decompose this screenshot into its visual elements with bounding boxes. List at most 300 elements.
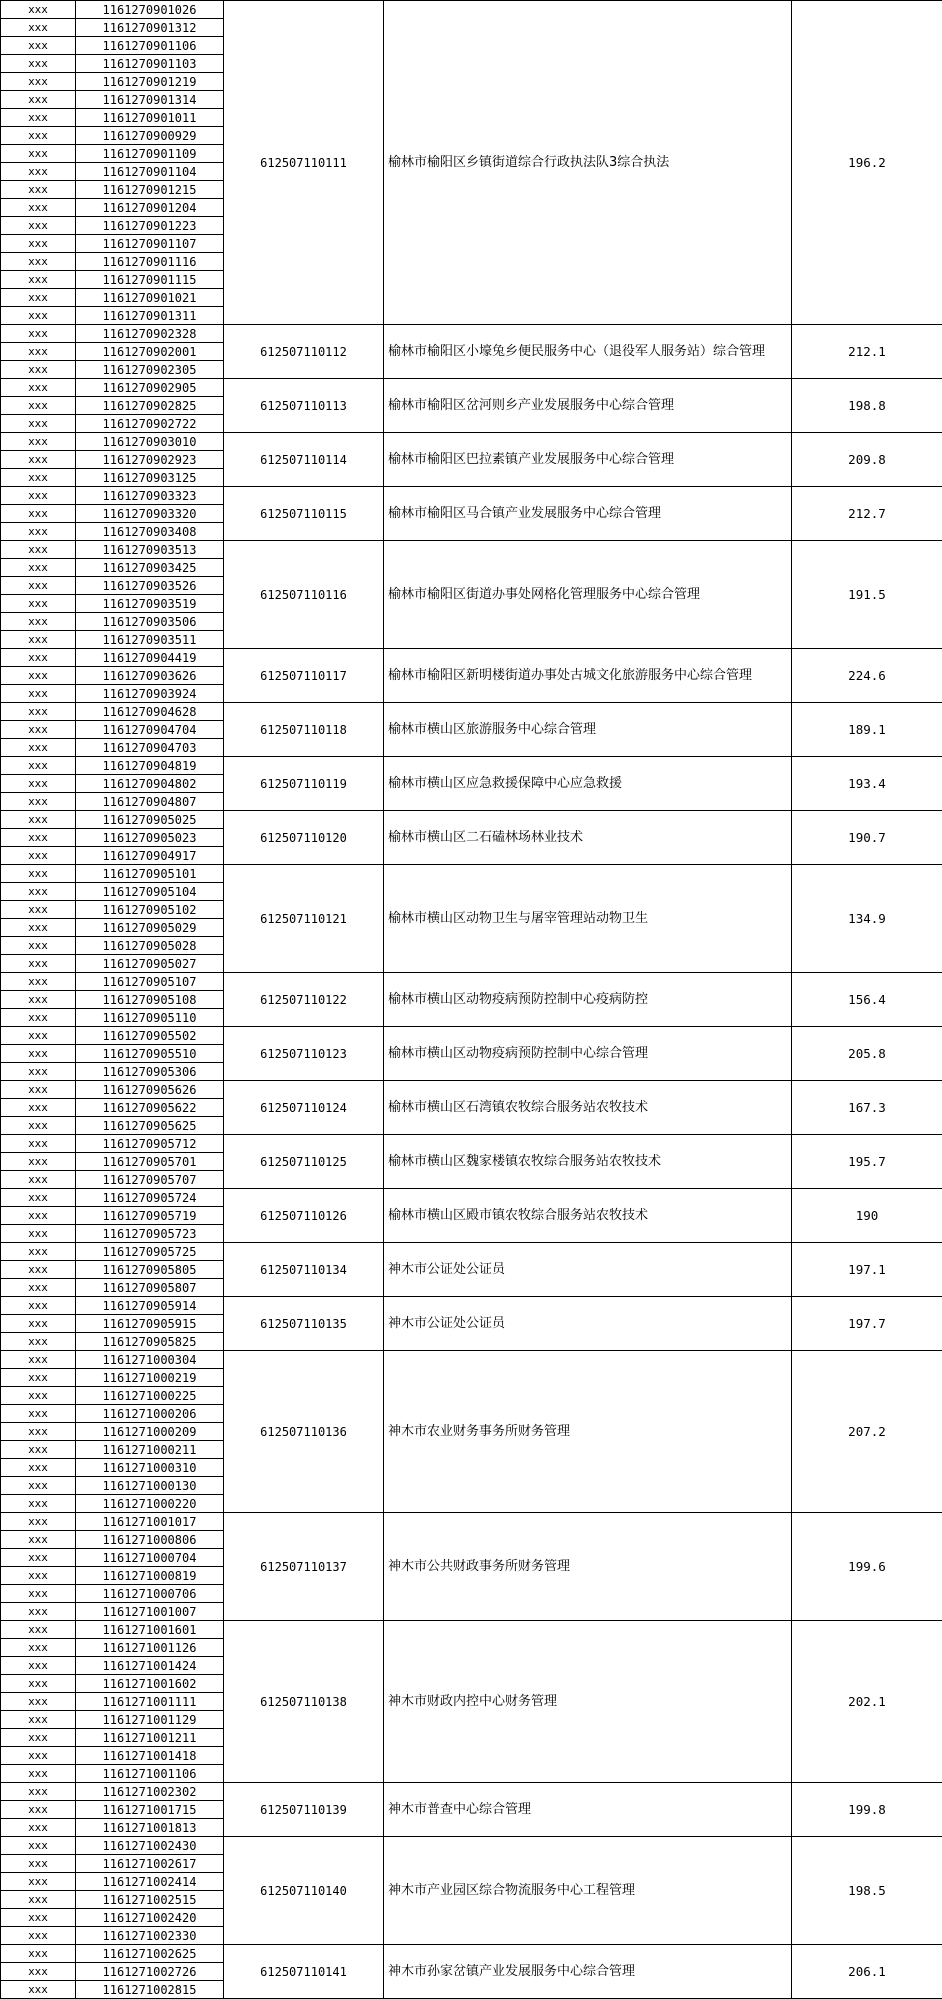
candidate-name-cell: xxx [1,1963,76,1981]
ticket-number-cell: 1161270901106 [76,37,224,55]
position-name-cell: 神木市产业园区综合物流服务中心工程管理 [384,1837,792,1945]
candidate-name-cell: xxx [1,1891,76,1909]
ticket-number-cell: 1161270905502 [76,1027,224,1045]
candidate-name-cell: xxx [1,1045,76,1063]
table-row [1,811,942,829]
candidate-name-cell: xxx [1,433,76,451]
candidate-name-cell: xxx [1,235,76,253]
position-name-cell: 榆林市榆阳区巴拉素镇产业发展服务中心综合管理 [384,433,792,487]
candidate-name-cell: xxx [1,829,76,847]
ticket-number-cell: 1161270905107 [76,973,224,991]
ticket-number-cell: 1161270905719 [76,1207,224,1225]
candidate-name-cell: xxx [1,631,76,649]
position-code-cell: 612507110135 [224,1297,384,1351]
candidate-name-cell: xxx [1,1081,76,1099]
candidate-name-cell: xxx [1,55,76,73]
candidate-name-cell: xxx [1,1297,76,1315]
position-code-cell: 612507110121 [224,865,384,973]
table-row [1,1243,942,1261]
ticket-number-cell: 1161270905626 [76,1081,224,1099]
candidate-name-cell: xxx [1,343,76,361]
candidate-name-cell: xxx [1,1855,76,1873]
candidate-name-cell: xxx [1,1981,76,1999]
position-code-cell: 612507110125 [224,1135,384,1189]
candidate-name-cell: xxx [1,379,76,397]
candidate-name-cell: xxx [1,1639,76,1657]
ticket-number-cell: 1161270901011 [76,109,224,127]
position-code-cell: 612507110118 [224,703,384,757]
ticket-number-cell: 1161270902825 [76,397,224,415]
ticket-number-cell: 1161270905723 [76,1225,224,1243]
candidate-name-cell: xxx [1,667,76,685]
ticket-number-cell: 1161270903513 [76,541,224,559]
candidate-name-cell: xxx [1,145,76,163]
candidate-name-cell: xxx [1,739,76,757]
position-code-cell: 612507110122 [224,973,384,1027]
position-code-cell: 612507110115 [224,487,384,541]
table-row [1,649,942,667]
ticket-number-cell: 1161270905625 [76,1117,224,1135]
position-code-cell: 612507110119 [224,757,384,811]
candidate-name-cell: xxx [1,1261,76,1279]
min-score-cell: 156.4 [792,973,942,1027]
candidate-name-cell: xxx [1,325,76,343]
ticket-number-cell: 1161271002430 [76,1837,224,1855]
candidate-name-cell: xxx [1,793,76,811]
candidate-name-cell: xxx [1,451,76,469]
min-score-cell: 196.2 [792,1,942,325]
table-row [1,1,942,19]
ticket-number-cell: 1161270905025 [76,811,224,829]
candidate-name-cell: xxx [1,1873,76,1891]
position-code-cell: 612507110111 [224,1,384,325]
ticket-number-cell: 1161270905510 [76,1045,224,1063]
candidate-name-cell: xxx [1,1477,76,1495]
ticket-number-cell: 1161271002726 [76,1963,224,1981]
candidate-name-cell: xxx [1,1603,76,1621]
ticket-number-cell: 1161271001211 [76,1729,224,1747]
ticket-number-cell: 1161271000704 [76,1549,224,1567]
position-name-cell: 榆林市横山区动物卫生与屠宰管理站动物卫生 [384,865,792,973]
candidate-name-cell: xxx [1,199,76,217]
table-row [1,487,942,505]
position-name-cell: 榆林市横山区动物疫病预防控制中心综合管理 [384,1027,792,1081]
candidate-name-cell: xxx [1,1243,76,1261]
table-row [1,1189,942,1207]
ticket-number-cell: 1161270904703 [76,739,224,757]
candidate-name-cell: xxx [1,577,76,595]
ticket-number-cell: 1161271002302 [76,1783,224,1801]
position-code-cell: 612507110120 [224,811,384,865]
ticket-number-cell: 1161270905701 [76,1153,224,1171]
candidate-name-cell: xxx [1,487,76,505]
candidate-name-cell: xxx [1,109,76,127]
candidate-name-cell: xxx [1,757,76,775]
min-score-cell: 190.7 [792,811,942,865]
min-score-cell: 199.6 [792,1513,942,1621]
candidate-name-cell: xxx [1,163,76,181]
position-name-cell: 榆林市榆阳区新明楼街道办事处古城文化旅游服务中心综合管理 [384,649,792,703]
candidate-name-cell: xxx [1,253,76,271]
candidate-name-cell: xxx [1,415,76,433]
position-name-cell: 榆林市榆阳区街道办事处网格化管理服务中心综合管理 [384,541,792,649]
table-row [1,1081,942,1099]
ticket-number-cell: 1161270905825 [76,1333,224,1351]
ticket-number-cell: 1161271000219 [76,1369,224,1387]
ticket-number-cell: 1161270904917 [76,847,224,865]
candidate-name-cell: xxx [1,1531,76,1549]
candidate-name-cell: xxx [1,1351,76,1369]
min-score-cell: 190 [792,1189,942,1243]
ticket-number-cell: 1161271001813 [76,1819,224,1837]
ticket-number-cell: 1161270901223 [76,217,224,235]
candidate-name-cell: xxx [1,1171,76,1189]
min-score-cell: 207.2 [792,1351,942,1513]
candidate-name-cell: xxx [1,1369,76,1387]
candidate-name-cell: xxx [1,541,76,559]
ticket-number-cell: 1161271001601 [76,1621,224,1639]
candidate-name-cell: xxx [1,1927,76,1945]
candidate-name-cell: xxx [1,1549,76,1567]
min-score-cell: 193.4 [792,757,942,811]
position-name-cell: 神木市公证处公证员 [384,1297,792,1351]
candidate-name-cell: xxx [1,217,76,235]
candidate-name-cell: xxx [1,775,76,793]
candidate-name-cell: xxx [1,595,76,613]
ticket-number-cell: 1161270903323 [76,487,224,505]
ticket-number-cell: 1161270901116 [76,253,224,271]
ticket-number-cell: 1161271002617 [76,1855,224,1873]
candidate-name-cell: xxx [1,1099,76,1117]
min-score-cell: 212.7 [792,487,942,541]
ticket-number-cell: 1161271000209 [76,1423,224,1441]
candidate-name-cell: xxx [1,37,76,55]
ticket-number-cell: 1161270901115 [76,271,224,289]
candidate-name-cell: xxx [1,937,76,955]
ticket-number-cell: 1161270902722 [76,415,224,433]
position-name-cell: 榆林市横山区二石磕林场林业技术 [384,811,792,865]
candidate-name-cell: xxx [1,1063,76,1081]
ticket-number-cell: 1161271001715 [76,1801,224,1819]
ticket-number-cell: 1161270902923 [76,451,224,469]
ticket-number-cell: 1161270901314 [76,91,224,109]
candidate-name-cell: xxx [1,685,76,703]
ticket-number-cell: 1161270903010 [76,433,224,451]
ticket-number-cell: 1161270904628 [76,703,224,721]
candidate-name-cell: xxx [1,19,76,37]
candidate-name-cell: xxx [1,973,76,991]
ticket-number-cell: 1161270903506 [76,613,224,631]
ticket-number-cell: 1161270903924 [76,685,224,703]
min-score-cell: 167.3 [792,1081,942,1135]
ticket-number-cell: 1161271002420 [76,1909,224,1927]
ticket-number-cell: 1161270902328 [76,325,224,343]
ticket-number-cell: 1161270903408 [76,523,224,541]
candidate-name-cell: xxx [1,1909,76,1927]
min-score-cell: 205.8 [792,1027,942,1081]
ticket-number-cell: 1161270905712 [76,1135,224,1153]
ticket-number-cell: 1161270901104 [76,163,224,181]
table-body [1,1,942,1999]
ticket-number-cell: 1161270903626 [76,667,224,685]
candidate-name-cell: xxx [1,1027,76,1045]
ticket-number-cell: 1161270905807 [76,1279,224,1297]
min-score-cell: 209.8 [792,433,942,487]
table-row [1,325,942,343]
candidate-name-cell: xxx [1,1333,76,1351]
ticket-number-cell: 1161270901026 [76,1,224,19]
candidate-name-cell: xxx [1,1135,76,1153]
candidate-name-cell: xxx [1,469,76,487]
table-row [1,703,942,721]
table-row [1,1621,942,1639]
ticket-number-cell: 1161270904419 [76,649,224,667]
position-name-cell: 榆林市横山区动物疫病预防控制中心疫病防控 [384,973,792,1027]
ticket-number-cell: 1161271001007 [76,1603,224,1621]
position-name-cell: 榆林市榆阳区马合镇产业发展服务中心综合管理 [384,487,792,541]
min-score-cell: 198.5 [792,1837,942,1945]
candidate-name-cell: xxx [1,1945,76,1963]
ticket-number-cell: 1161270905029 [76,919,224,937]
ticket-number-cell: 1161270905101 [76,865,224,883]
min-score-cell: 197.7 [792,1297,942,1351]
ticket-number-cell: 1161270905707 [76,1171,224,1189]
position-name-cell: 榆林市横山区殿市镇农牧综合服务站农牧技术 [384,1189,792,1243]
position-code-cell: 612507110137 [224,1513,384,1621]
candidate-name-cell: xxx [1,1387,76,1405]
candidate-name-cell: xxx [1,1117,76,1135]
min-score-cell: 199.8 [792,1783,942,1837]
candidate-name-cell: xxx [1,181,76,199]
candidate-name-cell: xxx [1,919,76,937]
candidate-name-cell: xxx [1,1567,76,1585]
candidate-name-cell: xxx [1,1441,76,1459]
candidate-name-cell: xxx [1,721,76,739]
ticket-number-cell: 1161270904704 [76,721,224,739]
candidate-name-cell: xxx [1,613,76,631]
ticket-number-cell: 1161271000211 [76,1441,224,1459]
ticket-number-cell: 1161271000225 [76,1387,224,1405]
candidate-name-cell: xxx [1,523,76,541]
candidate-name-cell: xxx [1,1315,76,1333]
ticket-number-cell: 1161270901219 [76,73,224,91]
ticket-number-cell: 1161270905027 [76,955,224,973]
position-name-cell: 榆林市榆阳区岔河则乡产业发展服务中心综合管理 [384,379,792,433]
ticket-number-cell: 1161271001129 [76,1711,224,1729]
candidate-name-cell: xxx [1,1513,76,1531]
candidate-name-cell: xxx [1,1405,76,1423]
candidate-name-cell: xxx [1,73,76,91]
min-score-cell: 189.1 [792,703,942,757]
table-row [1,541,942,559]
candidate-name-cell: xxx [1,1153,76,1171]
candidate-name-cell: xxx [1,1585,76,1603]
ticket-number-cell: 1161270902905 [76,379,224,397]
table-row [1,433,942,451]
candidate-name-cell: xxx [1,1657,76,1675]
table-row [1,973,942,991]
table-row [1,1945,942,1963]
min-score-cell: 206.1 [792,1945,942,1999]
ticket-number-cell: 1161270905023 [76,829,224,847]
candidate-name-cell: xxx [1,127,76,145]
ticket-number-cell: 1161271000310 [76,1459,224,1477]
position-name-cell: 榆林市榆阳区小壕兔乡便民服务中心（退役军人服务站）综合管理 [384,325,792,379]
candidate-name-cell: xxx [1,1279,76,1297]
position-name-cell: 神木市财政内控中心财务管理 [384,1621,792,1783]
position-code-cell: 612507110123 [224,1027,384,1081]
ticket-number-cell: 1161270905102 [76,901,224,919]
candidate-name-cell: xxx [1,991,76,1009]
table-row [1,379,942,397]
ticket-number-cell: 1161270901204 [76,199,224,217]
table-row [1,1783,942,1801]
table-row [1,757,942,775]
ticket-number-cell: 1161270905914 [76,1297,224,1315]
ticket-number-cell: 1161270905915 [76,1315,224,1333]
position-code-cell: 612507110124 [224,1081,384,1135]
ticket-number-cell: 1161270903125 [76,469,224,487]
position-code-cell: 612507110117 [224,649,384,703]
position-code-cell: 612507110113 [224,379,384,433]
table-row [1,1513,942,1531]
position-name-cell: 神木市普查中心综合管理 [384,1783,792,1837]
candidate-name-cell: xxx [1,397,76,415]
ticket-number-cell: 1161271001602 [76,1675,224,1693]
candidate-name-cell: xxx [1,1207,76,1225]
candidate-name-cell: xxx [1,1225,76,1243]
ticket-number-cell: 1161271000706 [76,1585,224,1603]
candidate-name-cell: xxx [1,901,76,919]
ticket-number-cell: 1161270905028 [76,937,224,955]
position-code-cell: 612507110139 [224,1783,384,1837]
candidate-name-cell: xxx [1,1189,76,1207]
table-row [1,1351,942,1369]
ticket-number-cell: 1161270901109 [76,145,224,163]
candidate-name-cell: xxx [1,1423,76,1441]
ticket-number-cell: 1161271000806 [76,1531,224,1549]
position-code-cell: 612507110134 [224,1243,384,1297]
candidate-name-cell: xxx [1,271,76,289]
ticket-number-cell: 1161270901215 [76,181,224,199]
candidate-name-cell: xxx [1,955,76,973]
table-row [1,865,942,883]
ticket-number-cell: 1161270903425 [76,559,224,577]
candidate-name-cell: xxx [1,1621,76,1639]
ticket-number-cell: 1161270905805 [76,1261,224,1279]
candidate-name-cell: xxx [1,505,76,523]
ticket-number-cell: 1161270903511 [76,631,224,649]
candidate-name-cell: xxx [1,1801,76,1819]
ticket-number-cell: 1161270902305 [76,361,224,379]
ticket-number-cell: 1161270901311 [76,307,224,325]
candidate-name-cell: xxx [1,703,76,721]
ticket-number-cell: 1161270901103 [76,55,224,73]
position-code-cell: 612507110141 [224,1945,384,1999]
position-name-cell: 神木市农业财务事务所财务管理 [384,1351,792,1513]
position-name-cell: 神木市公共财政事务所财务管理 [384,1513,792,1621]
candidate-name-cell: xxx [1,559,76,577]
position-name-cell: 榆林市榆阳区乡镇街道综合行政执法队3综合执法 [384,1,792,325]
ticket-number-cell: 1161270905108 [76,991,224,1009]
position-name-cell: 榆林市横山区石湾镇农牧综合服务站农牧技术 [384,1081,792,1135]
ticket-number-cell: 1161271001418 [76,1747,224,1765]
candidate-name-cell: xxx [1,1819,76,1837]
ticket-number-cell: 1161271000304 [76,1351,224,1369]
ticket-number-cell: 1161271001111 [76,1693,224,1711]
candidate-name-cell: xxx [1,1495,76,1513]
candidate-name-cell: xxx [1,1765,76,1783]
min-score-cell: 198.8 [792,379,942,433]
ticket-number-cell: 1161270903519 [76,595,224,613]
ticket-number-cell: 1161270905622 [76,1099,224,1117]
position-name-cell: 榆林市横山区应急救援保障中心应急救援 [384,757,792,811]
candidate-name-cell: xxx [1,1783,76,1801]
position-code-cell: 612507110112 [224,325,384,379]
ticket-number-cell: 1161271001126 [76,1639,224,1657]
position-name-cell: 榆林市横山区旅游服务中心综合管理 [384,703,792,757]
ticket-number-cell: 1161271002414 [76,1873,224,1891]
position-name-cell: 神木市孙家岔镇产业发展服务中心综合管理 [384,1945,792,1999]
ticket-number-cell: 1161270903526 [76,577,224,595]
ticket-number-cell: 1161270904807 [76,793,224,811]
table-row [1,1135,942,1153]
min-score-cell: 195.7 [792,1135,942,1189]
table-row [1,1837,942,1855]
ticket-number-cell: 1161270902001 [76,343,224,361]
candidate-name-cell: xxx [1,649,76,667]
position-code-cell: 612507110126 [224,1189,384,1243]
candidate-name-cell: xxx [1,307,76,325]
ticket-number-cell: 1161270901312 [76,19,224,37]
candidate-name-cell: xxx [1,1729,76,1747]
candidate-name-cell: xxx [1,1459,76,1477]
ticket-number-cell: 1161271000130 [76,1477,224,1495]
ticket-number-cell: 1161270904819 [76,757,224,775]
position-code-cell: 612507110140 [224,1837,384,1945]
candidate-name-cell: xxx [1,1675,76,1693]
min-score-cell: 202.1 [792,1621,942,1783]
min-score-cell: 191.5 [792,541,942,649]
position-code-cell: 612507110136 [224,1351,384,1513]
position-name-cell: 神木市公证处公证员 [384,1243,792,1297]
candidate-name-cell: xxx [1,1711,76,1729]
candidate-name-cell: xxx [1,1693,76,1711]
candidate-name-cell: xxx [1,865,76,883]
ticket-number-cell: 1161271001424 [76,1657,224,1675]
candidate-name-cell: xxx [1,883,76,901]
table-row [1,1027,942,1045]
candidate-name-cell: xxx [1,91,76,109]
candidate-name-cell: xxx [1,1009,76,1027]
ticket-number-cell: 1161271000206 [76,1405,224,1423]
ticket-number-cell: 1161271002515 [76,1891,224,1909]
min-score-cell: 134.9 [792,865,942,973]
candidate-name-cell: xxx [1,1747,76,1765]
ticket-number-cell: 1161271000819 [76,1567,224,1585]
position-code-cell: 612507110116 [224,541,384,649]
candidate-name-cell: xxx [1,847,76,865]
candidate-name-cell: xxx [1,1,76,19]
ticket-number-cell: 1161271002625 [76,1945,224,1963]
ticket-number-cell: 1161270900929 [76,127,224,145]
ticket-number-cell: 1161270904802 [76,775,224,793]
ticket-number-cell: 1161270905104 [76,883,224,901]
ticket-number-cell: 1161271002330 [76,1927,224,1945]
position-name-cell: 榆林市横山区魏家楼镇农牧综合服务站农牧技术 [384,1135,792,1189]
candidate-name-cell: xxx [1,289,76,307]
position-code-cell: 612507110114 [224,433,384,487]
